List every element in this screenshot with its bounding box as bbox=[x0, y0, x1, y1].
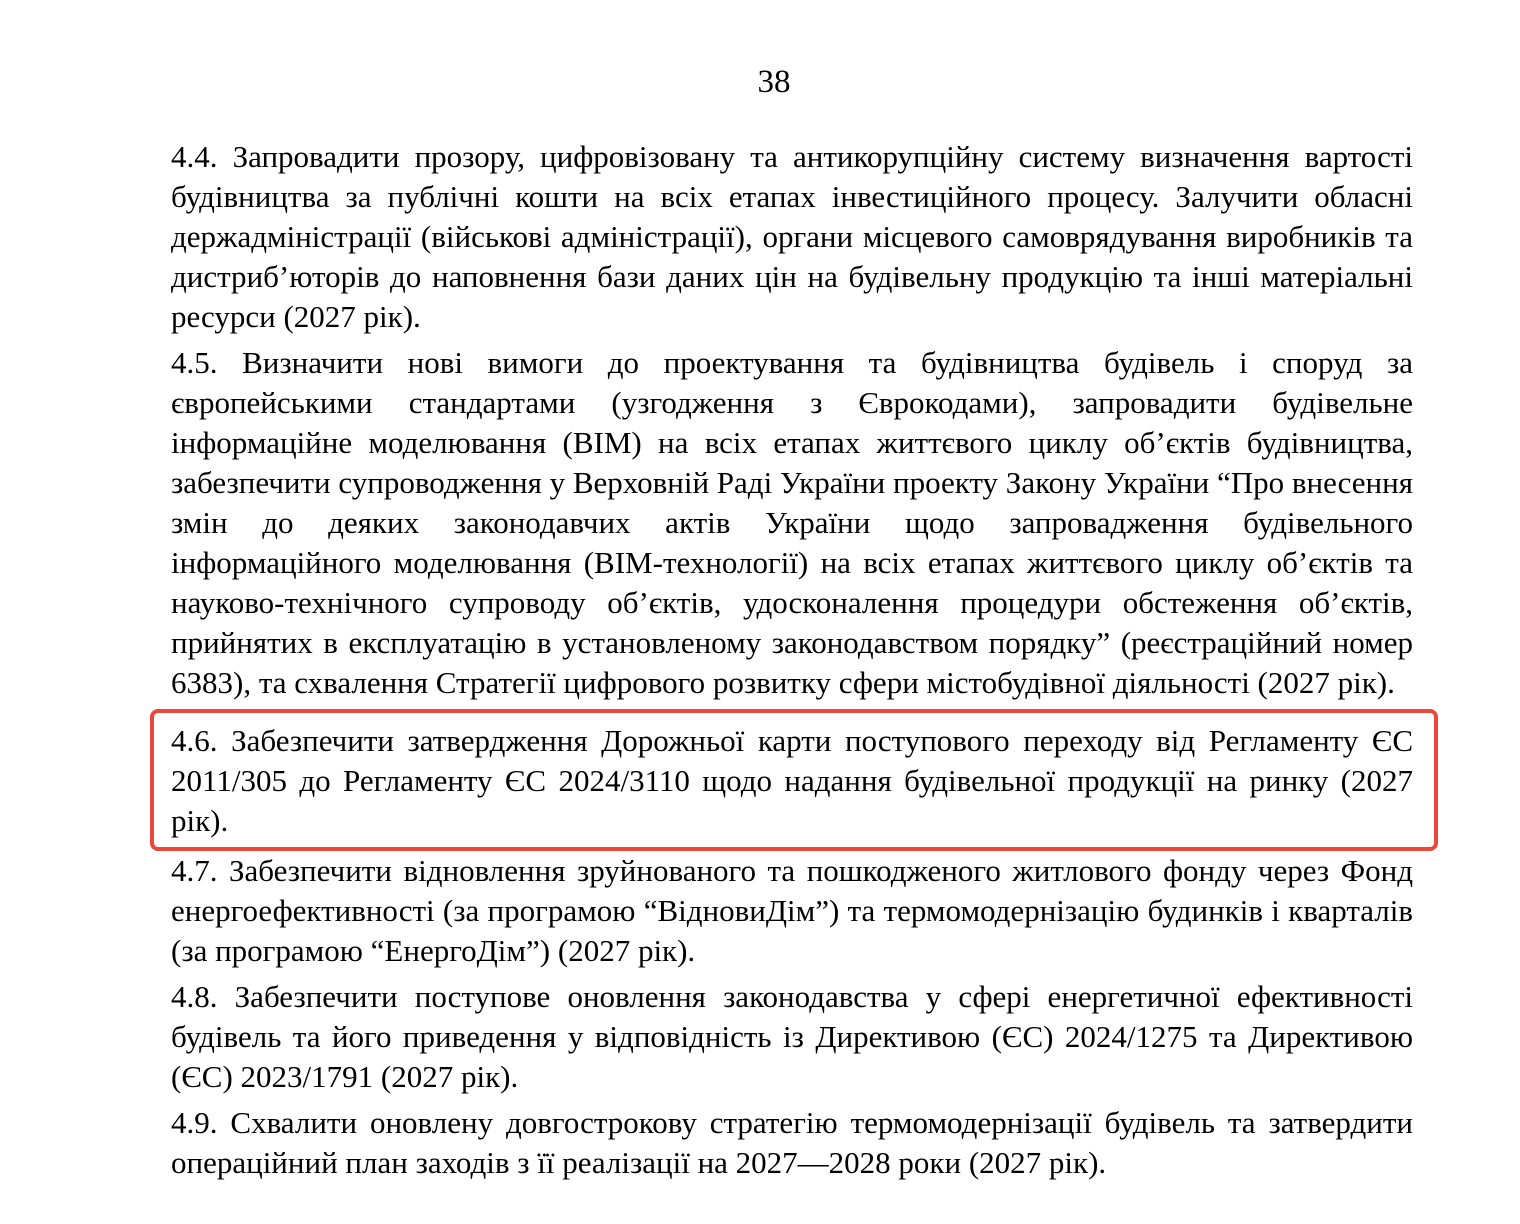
paragraph-4-7 bbox=[171, 851, 1413, 971]
paragraph-text: Запровадити прозору, цифровізовану та антикорупційну систему визначення вартості будівництва за публічні кошти на всіх етапах інвестиційного процесу. Залучити обласні держадміністрації (військові адміністрації), органи місцевого самоврядування виробників та дистриб’юторів до наповнення бази даних цін на будівельну продукцію та інші матеріальні ресурси (2027 рік). bbox=[171, 139, 1413, 334]
paragraph-text: Визначити нові вимоги до проектування та будівництва будівель і споруд за європейськими стандартами (узгодження з Єврокодами), запровадити будівельне інформаційне моделювання (BIM) на всіх етапах життєвого циклу об’єктів будівництва, забезпечити супроводження у Верховній Раді України проекту Закону України “Про внесення змін до деяких законодавчих актів України щодо запровадження будівельного інформаційного моделювання (BIM-технології) на всіх етапах життєвого циклу об’єктів та науково-технічного супроводу об’єктів, удосконалення процедури обстеження об’єктів, прийнятих в експлуатацію в установленому законодавством порядку” (реєстраційний номер 6383), та схвалення Стратегії цифрового розвитку сфери містобудівної діяльності (2027 рік). bbox=[171, 345, 1413, 700]
page-number: 38 bbox=[757, 64, 791, 100]
paragraph-text: Забезпечити поступове оновлення законодавства у сфері енергетичної ефективності будівель та його приведення у відповідність із Директивою (ЄС) 2024/1275 та Директивою (ЄС) 2023/1791 (2027 рік). bbox=[171, 979, 1413, 1094]
paragraph-number: 4.6. bbox=[171, 723, 218, 758]
paragraph-4-8 bbox=[171, 977, 1413, 1097]
paragraph-number: 4.8. bbox=[171, 979, 218, 1014]
paragraph-number: 4.7. bbox=[171, 853, 218, 888]
paragraph-text: Схвалити оновлену довгострокову стратегію термомодернізації будівель та затвердити операційний план заходів з її реалізації на 2027—2028 роки (2027 рік). bbox=[171, 1105, 1414, 1180]
paragraph-text: Забезпечити затвердження Дорожньої карти поступового переходу від Регламенту ЄС 2011/305 до Регламенту ЄС 2024/3110 щодо надання будівельної продукції на ринку (2027 рік). bbox=[171, 723, 1414, 838]
paragraph-number: 4.4. bbox=[171, 139, 218, 174]
paragraph-number: 4.9. bbox=[171, 1105, 218, 1140]
paragraph-4-9 bbox=[171, 1103, 1413, 1183]
paragraph-4-4 bbox=[171, 137, 1413, 337]
paragraph-4-5 bbox=[171, 343, 1413, 703]
paragraph-text: Забезпечити відновлення зруйнованого та пошкодженого житлового фонду через Фонд енергоефективності (за програмою “ВідновиДім”) та термомодернізацію будинків і кварталів (за програмою “ЕнергоДім”) (2027 рік). bbox=[171, 853, 1414, 968]
paragraph-4-6-highlighted bbox=[171, 709, 1413, 851]
paragraph-number: 4.5. bbox=[171, 345, 218, 380]
document-body bbox=[171, 137, 1413, 1189]
